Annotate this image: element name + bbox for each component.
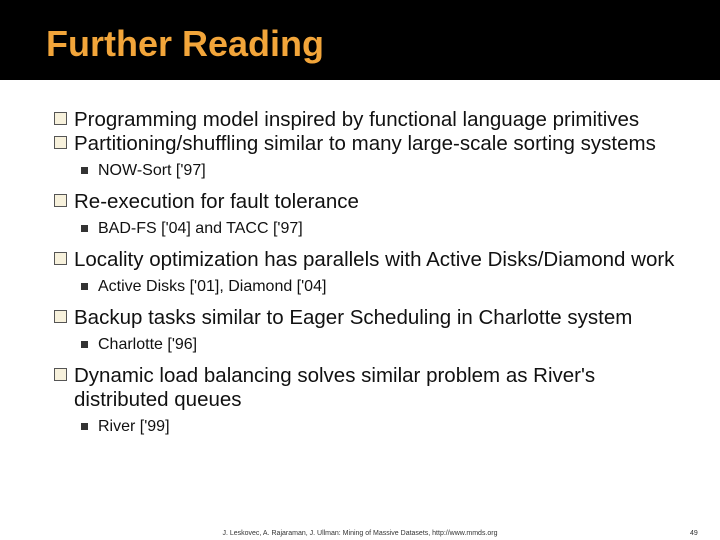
sub-bullet-item bbox=[0, 219, 720, 239]
square-bullet-icon bbox=[81, 225, 88, 232]
checkbox-bullet-icon bbox=[54, 310, 67, 323]
bullet-item bbox=[0, 190, 720, 214]
bullet-text: Backup tasks similar to Eager Scheduling in Charlotte system bbox=[74, 306, 633, 329]
bullet-text: Partitioning/shuffling similar to many large-scale sorting systems bbox=[74, 132, 656, 155]
bullet-text: Locality optimization has parallels with Active Disks/Diamond work bbox=[74, 248, 675, 271]
bullet-text: Programming model inspired by functional language primitives bbox=[74, 108, 640, 131]
checkbox-bullet-icon bbox=[54, 112, 67, 125]
bullet-item bbox=[0, 306, 720, 330]
bullet-item bbox=[0, 132, 720, 156]
title-bar bbox=[0, 0, 720, 80]
checkbox-bullet-icon bbox=[54, 194, 67, 207]
footer-citation: J. Leskovec, A. Rajaraman, J. Ullman: Mining of Massive Datasets, http://www.mmds.org bbox=[222, 530, 498, 537]
square-bullet-icon bbox=[81, 167, 88, 174]
slide-title: Further Reading bbox=[46, 23, 325, 64]
sub-bullet-item bbox=[0, 335, 720, 355]
sub-bullet-item bbox=[0, 161, 720, 181]
square-bullet-icon bbox=[81, 423, 88, 430]
bullet-list bbox=[0, 108, 720, 446]
bullet-item bbox=[0, 108, 720, 132]
sub-bullet-text: Charlotte ['96] bbox=[98, 336, 198, 353]
checkbox-bullet-icon bbox=[54, 136, 67, 149]
sub-bullet-item bbox=[0, 417, 720, 437]
square-bullet-icon bbox=[81, 341, 88, 348]
sub-bullet-text: BAD-FS ['04] and TACC ['97] bbox=[98, 220, 303, 237]
square-bullet-icon bbox=[81, 283, 88, 290]
sub-bullet-item bbox=[0, 277, 720, 297]
checkbox-bullet-icon bbox=[54, 368, 67, 381]
bullet-text: Re-execution for fault tolerance bbox=[74, 190, 359, 213]
bullet-item bbox=[0, 364, 720, 412]
checkbox-bullet-icon bbox=[54, 252, 67, 265]
sub-bullet-text: River ['99] bbox=[98, 418, 170, 435]
bullet-text: Dynamic load balancing solves similar problem as River's distributed queues bbox=[74, 364, 596, 411]
bullet-item bbox=[0, 248, 720, 272]
sub-bullet-text: NOW-Sort ['97] bbox=[98, 162, 206, 179]
slide-body bbox=[0, 80, 720, 540]
page-number: 49 bbox=[690, 530, 698, 537]
sub-bullet-text: Active Disks ['01], Diamond ['04] bbox=[98, 278, 327, 295]
